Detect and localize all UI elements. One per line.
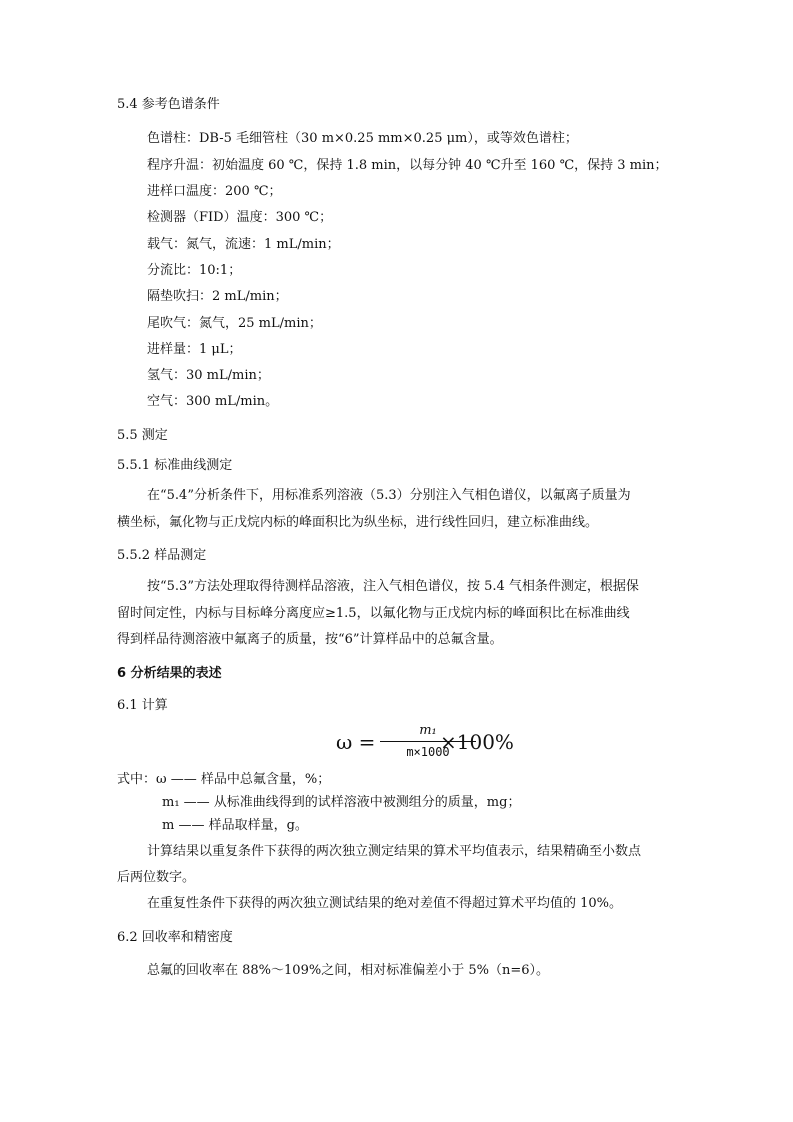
condition-air: 空气：300 mL/min。 <box>147 394 279 409</box>
section-6-2-heading: 6.2 回收率和精密度 <box>117 930 233 945</box>
formula-denominator: m×1000 <box>406 745 450 759</box>
condition-septum-purge: 隔垫吹扫：2 mL/min； <box>147 289 288 304</box>
condition-detector-temp: 检测器（FID）温度：300 ℃； <box>147 210 333 225</box>
paragraph-line: 总氟的回收率在 88%～109%之间，相对标准偏差小于 5%（n=6）。 <box>147 963 549 978</box>
condition-makeup-gas: 尾吹气：氮气，25 mL/min； <box>147 316 322 331</box>
paragraph-line: 后两位数字。 <box>117 870 196 885</box>
section-5-4-heading: 5.4 参考色谱条件 <box>117 97 220 112</box>
paragraph-line: 计算结果以重复条件下获得的两次独立测定结果的算术平均值表示，结果精确至小数点 <box>147 844 642 859</box>
condition-injection-volume: 进样量：1 μL； <box>147 342 242 357</box>
formula-numerator: m₁ <box>419 723 437 738</box>
paragraph-line: 在“5.4”分析条件下，用标准系列溶液（5.3）分别注入气相色谱仪，以氟离子质量为 <box>147 488 631 503</box>
formula-lhs: ω = <box>336 730 376 754</box>
formula-rhs: ×100% <box>440 730 514 754</box>
paragraph-line: 横坐标，氟化物与正戊烷内标的峰面积比为纵坐标，进行线性回归，建立标准曲线。 <box>117 515 599 530</box>
calculation-formula <box>336 722 516 768</box>
condition-split-ratio: 分流比：10:1； <box>147 263 242 278</box>
section-6-heading: 6 分析结果的表述 <box>117 666 222 681</box>
condition-temperature-program: 程序升温：初始温度 60 ℃，保持 1.8 min，以每分钟 40 ℃升至 160 ℃，保持 3 min； <box>147 158 668 173</box>
definition-omega: 式中：ω —— 样品中总氟含量，%； <box>117 772 331 787</box>
paragraph-line: 留时间定性，内标与目标峰分离度应≥1.5，以氟化物与正戊烷内标的峰面积比在标准曲线 <box>117 606 630 621</box>
paragraph-line: 得到样品待测溶液中氟离子的质量，按“6”计算样品中的总氟含量。 <box>117 632 503 647</box>
section-5-5-1-heading: 5.5.1 标准曲线测定 <box>117 458 233 473</box>
paragraph-line: 按“5.3”方法处理取得待测样品溶液，注入气相色谱仪，按 5.4 气相条件测定，根据保 <box>147 579 639 594</box>
paragraph-line: 在重复性条件下获得的两次独立测试结果的绝对差值不得超过算术平均值的 10%。 <box>147 896 623 911</box>
section-5-5-2-heading: 5.5.2 样品测定 <box>117 548 207 563</box>
condition-column: 色谱柱：DB-5 毛细管柱（30 m×0.25 mm×0.25 μm），或等效色谱柱； <box>147 131 578 146</box>
condition-inlet-temp: 进样口温度：200 ℃； <box>147 184 282 199</box>
section-6-1-heading: 6.1 计算 <box>117 698 168 713</box>
definition-m1: m₁ —— 从标准曲线得到的试样溶液中被测组分的质量，mg； <box>162 795 521 810</box>
condition-carrier-gas: 载气：氮气，流速：1 mL/min； <box>147 237 340 252</box>
condition-hydrogen: 氢气：30 mL/min； <box>147 368 270 383</box>
section-5-5-heading: 5.5 测定 <box>117 428 168 443</box>
definition-m: m —— 样品取样量，g。 <box>162 818 308 833</box>
